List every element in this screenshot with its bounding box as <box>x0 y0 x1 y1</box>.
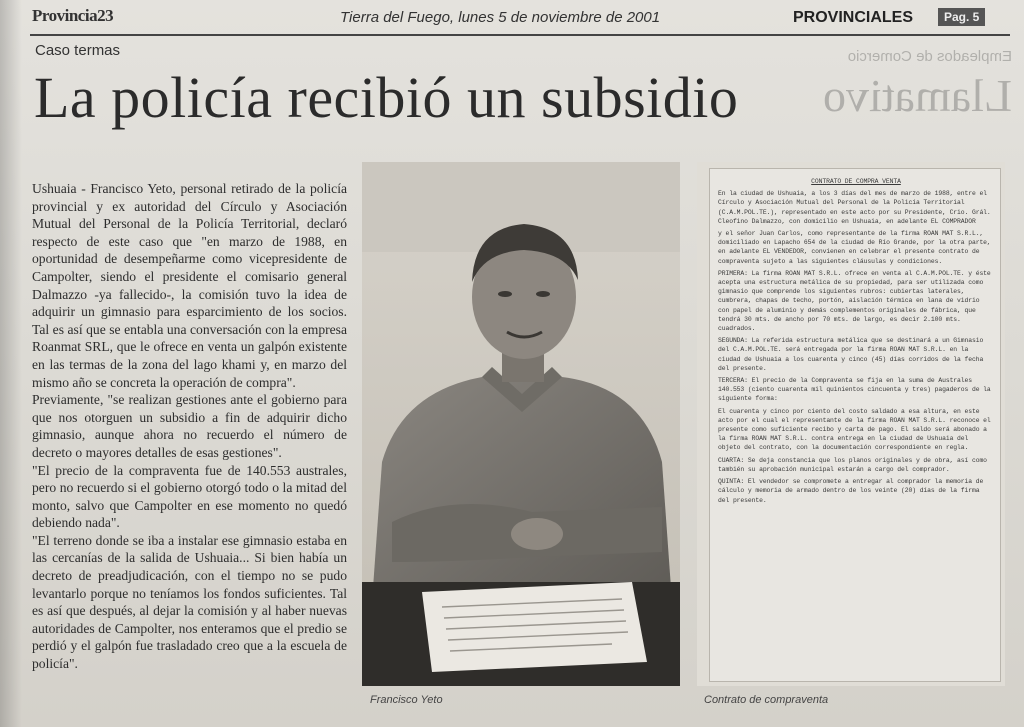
contract-caption: Contrato de compraventa <box>704 694 829 706</box>
portrait-photo <box>362 162 680 686</box>
bleed-through-line-1: Empleados de Comercio <box>847 48 1012 65</box>
contract-clause: El cuarenta y cinco por ciento del costo saldado a esa altura, en este acto por el cual el representante de la firma ROAN MAT S.R.L. reconoce el presente como suficiente recibo y carta de pago. El saldo será abonado a la firma ROAN MAT S.R.L. contra entrega en la ciudad de Ushuaia del objeto del contrato, con la documentación correspondiente en regla. <box>718 407 991 452</box>
contract-clause: CUARTA: Se deja constancia que los planos originales y de obra, así como también su aprobación municipal estarán a cargo del comprador. <box>718 456 987 473</box>
photo-caption: Francisco Yeto <box>370 694 443 706</box>
article-paragraph: "El precio de la compraventa fue de 140.553 australes, pero no recuerdo si el gobierno otorgó todo o la mitad del monto, salvo que Campolter en ese momento no quedó debiendo nada". <box>32 462 347 531</box>
contract-clause: SEGUNDA: La referida estructura metálica que se destinará a un Gimnasio del C.A.M.POL.TE. será entregada por la firma ROAN MAT S.R.L. en la ciudad de Ushuaia a los cuarenta y cinco (45) días corridos de la fecha del presente. <box>718 337 984 372</box>
article-kicker: Caso termas <box>35 42 121 59</box>
contract-paper <box>709 168 1001 682</box>
section-label: PROVINCIALES <box>793 9 914 26</box>
contract-clause: QUINTA: El vendedor se compromete a entregar al comprador la memoria de cálculo y memoria de armado dentro de los veinte (20) días de la firma del presente. <box>718 478 984 504</box>
article-paragraph: Ushuaia - Francisco Yeto, personal retirado de la policía provincial y ex autoridad del Círculo y Asociación Mutual del Personal de la Policía Territorial, declaró respecto de este caso que "en marzo de 1988, en oportunidad de desempeñarme como vicepresidente de Campolter, siendo el presidente el comisario general Dalmazzo -ya fallecido-, la comisión tuvo la idea de adquirir un gimnasio para esparcimiento de los socios. Tal es así que se entabla una conversación con la empresa Roanmat SRL, que le ofrece en venta un galpón existente en las termas de la zona del lago khami y, en marzo del mismo año se concreta la operación de compra". <box>32 181 347 390</box>
contract-title: CONTRATO DE COMPRA VENTA <box>811 178 901 185</box>
contract-image <box>697 162 1005 686</box>
newspaper-logo: Provincia23 <box>32 6 114 25</box>
contract-clause: En la ciudad de Ushuaia, a los 3 días del mes de marzo de 1988, entre el Círculo y Asociación Mutual del Personal de la Policía Territorial (C.A.M.POL.TE.), representado en este acto por su Presidente, Crio. Grál. Cleofino Dalmazzo, con domicilio en Ushuaia, en adelante EL COMPRADOR <box>718 190 991 225</box>
article-paragraph: "El terreno donde se iba a instalar ese gimnasio estaba en las cercanías de la salida de Ushuaia... Si bien había un decreto de preadjudicación, con el tiempo no se pudo levantarlo porque no teníamos los fondos suficientes. Tal es así que después, al dejar la comisión y al haber nuevas autoridades de Campolter, nos enteramos que el predio se perdió y el galpón fue trasladado creo que a la escuela de policía". <box>32 532 347 672</box>
dateline: Tierra del Fuego, lunes 5 de noviembre de 2001 <box>340 9 661 26</box>
page-number-badge: Pag. 5 <box>938 8 985 26</box>
article-body <box>32 180 347 720</box>
contract-clause: y el señor Juan Carlos, como representante de la firma ROAN MAT S.R.L., domiciliado en Lapacho 654 de la ciudad de Río Grande, por la otra parte, en adelante EL VENDEDOR, convienen en celebrar el presente contrato de compraventa sujeto a las siguientes cláusulas y condiciones. <box>718 230 991 265</box>
contract-clause: TERCERA: El precio de la Compraventa se fija en la suma de Australes 140.553 (ciento cuarenta mil quinientos cincuenta y tres) pagaderos de la siguiente forma: <box>718 377 991 403</box>
portrait-illustration <box>362 162 680 686</box>
contract-clause: PRIMERA: La firma ROAN MAT S.R.L. ofrece en venta al C.A.M.POL.TE. y éste acepta una estructura metálica de su propiedad, para ser utilizada como gimnasio que comprende los siguientes rubros: cubiertas laterales, cumbrera, chapas de techo, portón, aislación térmica en lana de vidrio con papel de aluminio y demás complementos originales de fábrica, que tendrá 30 mts. de ancho por 70 mts. de largo, es decir 2.100 mts. cuadrados. <box>718 269 991 333</box>
masthead <box>0 0 1024 34</box>
article-paragraph: Previamente, "se realizan gestiones ante el gobierno para que nos otorguen un subsidio a fin de adquirir dicho gimnasio, aunque ahora no recuerdo el número de decreto o mayores detalles de esas gestiones". <box>32 392 347 460</box>
contract-text <box>718 177 994 508</box>
bleed-through-text <box>812 48 1012 158</box>
bleed-through-line-2: Llamativo <box>822 70 1012 121</box>
masthead-rule <box>30 34 1010 36</box>
article-headline: La policía recibió un subsidio <box>34 65 739 130</box>
page-fold-shadow <box>0 0 22 727</box>
